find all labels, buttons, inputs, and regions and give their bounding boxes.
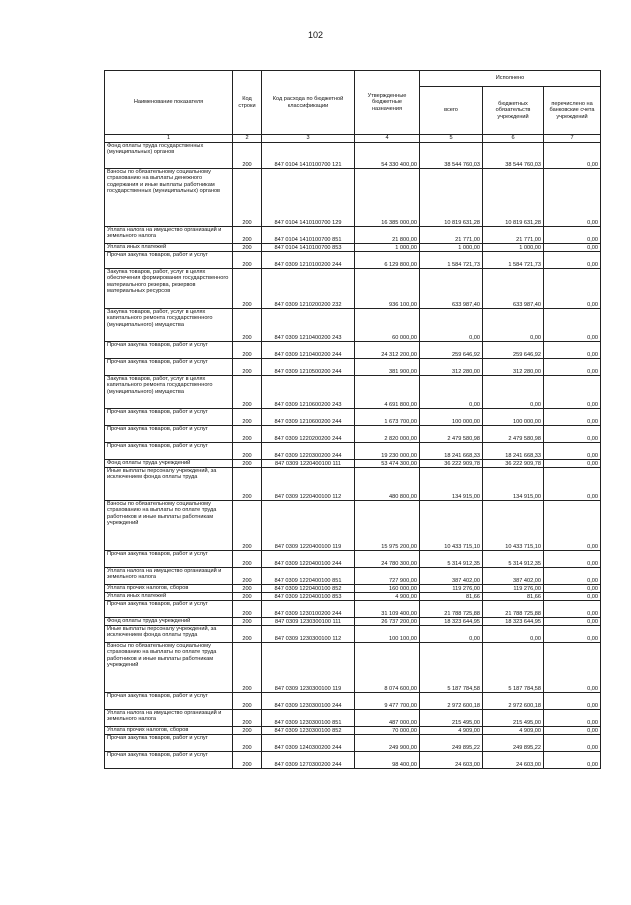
row-budget-code: 847 0309 1210600200 244	[262, 409, 355, 426]
table-row	[105, 227, 601, 244]
row-budget-code: 847 0309 1230300100 851	[262, 710, 355, 727]
row-budget-obligations: 387 402,00	[483, 568, 544, 585]
row-name: Прочая закупка товаров, работ и услуг	[105, 409, 233, 426]
row-executed-total: 387 402,00	[420, 568, 483, 585]
row-name: Прочая закупка товаров, работ и услуг	[105, 752, 233, 769]
row-budget-obligations: 259 646,92	[483, 342, 544, 359]
row-line-code: 200	[233, 460, 262, 468]
row-budget-code: 847 0309 1220400100 852	[262, 585, 355, 593]
row-transferred: 0,00	[544, 244, 601, 252]
row-name: Прочая закупка товаров, работ и услуг	[105, 693, 233, 710]
row-transferred: 0,00	[544, 309, 601, 342]
row-budget-obligations: 0,00	[483, 626, 544, 643]
row-executed-total: 21 771,00	[420, 227, 483, 244]
row-transferred: 0,00	[544, 169, 601, 227]
row-name: Прочая закупка товаров, работ и услуг	[105, 342, 233, 359]
table-row	[105, 376, 601, 409]
row-line-code: 200	[233, 593, 262, 601]
row-name: Прочая закупка товаров, работ и услуг	[105, 252, 233, 269]
row-name: Прочая закупка товаров, работ и услуг	[105, 443, 233, 460]
row-approved: 936 100,00	[355, 269, 420, 309]
row-budget-code: 847 0309 1230100200 244	[262, 601, 355, 618]
row-approved: 24 780 300,00	[355, 551, 420, 568]
table-row	[105, 626, 601, 643]
row-budget-obligations: 5 187 784,58	[483, 643, 544, 693]
row-budget-obligations: 38 544 760,03	[483, 143, 544, 169]
row-line-code: 200	[233, 409, 262, 426]
row-budget-code: 847 0104 1410100700 121	[262, 143, 355, 169]
row-name: Прочая закупка товаров, работ и услуг	[105, 601, 233, 618]
table-row	[105, 143, 601, 169]
row-name: Взносы по обязательному социальному страхованию на выплаты денежного содержания и иные выплаты работникам государственных (муниципальных) органов	[105, 169, 233, 227]
row-approved: 487 000,00	[355, 710, 420, 727]
row-transferred: 0,00	[544, 568, 601, 585]
header-total: всего	[420, 87, 483, 135]
row-approved: 727 900,00	[355, 568, 420, 585]
row-approved: 19 230 000,00	[355, 443, 420, 460]
row-line-code: 200	[233, 601, 262, 618]
row-line-code: 200	[233, 143, 262, 169]
column-number: 7	[544, 135, 601, 143]
column-number: 4	[355, 135, 420, 143]
row-budget-obligations: 10 819 631,28	[483, 169, 544, 227]
row-budget-obligations: 81,66	[483, 593, 544, 601]
page-number: 102	[307, 30, 324, 40]
row-budget-obligations: 18 323 644,95	[483, 618, 544, 626]
row-budget-obligations: 134 915,00	[483, 468, 544, 501]
row-executed-total: 24 603,00	[420, 752, 483, 769]
row-budget-obligations: 0,00	[483, 376, 544, 409]
table-row	[105, 735, 601, 752]
row-executed-total: 1 000,00	[420, 244, 483, 252]
row-budget-code: 847 0309 1210600200 243	[262, 376, 355, 409]
row-budget-code: 847 0309 1220400100 851	[262, 568, 355, 585]
row-name: Фонд оплаты труда учреждений	[105, 460, 233, 468]
row-budget-obligations: 4 909,00	[483, 727, 544, 735]
row-executed-total: 4 909,00	[420, 727, 483, 735]
row-name: Уплата иных платежей	[105, 593, 233, 601]
row-executed-total: 134 915,00	[420, 468, 483, 501]
row-name: Уплата прочих налогов, сборов	[105, 727, 233, 735]
header-budget-obligations: бюджетных обязательств учреждений	[483, 87, 544, 135]
table-row	[105, 443, 601, 460]
row-executed-total: 21 788 725,88	[420, 601, 483, 618]
row-name: Уплата налога на имущество организаций и земельного налога	[105, 227, 233, 244]
row-executed-total: 249 895,22	[420, 735, 483, 752]
row-line-code: 200	[233, 643, 262, 693]
row-transferred: 0,00	[544, 443, 601, 460]
table-row	[105, 693, 601, 710]
row-budget-obligations: 18 241 668,33	[483, 443, 544, 460]
row-line-code: 200	[233, 618, 262, 626]
row-budget-code: 847 0104 1410100700 129	[262, 169, 355, 227]
row-line-code: 200	[233, 752, 262, 769]
row-budget-obligations: 24 603,00	[483, 752, 544, 769]
table-row	[105, 643, 601, 693]
row-line-code: 200	[233, 568, 262, 585]
row-approved: 249 900,00	[355, 735, 420, 752]
row-line-code: 200	[233, 342, 262, 359]
row-line-code: 200	[233, 585, 262, 593]
row-budget-obligations: 1 000,00	[483, 244, 544, 252]
row-line-code: 200	[233, 376, 262, 409]
header-approved: Утвержденные бюджетные назначения	[355, 71, 420, 135]
row-budget-code: 847 0309 1220400100 119	[262, 501, 355, 551]
table-row	[105, 409, 601, 426]
header-line-code: Код строки	[233, 71, 262, 135]
row-name: Уплата налога на имущество организаций и земельного налога	[105, 710, 233, 727]
row-line-code: 200	[233, 426, 262, 443]
row-transferred: 0,00	[544, 460, 601, 468]
row-approved: 2 820 000,00	[355, 426, 420, 443]
row-budget-obligations: 2 972 600,18	[483, 693, 544, 710]
row-executed-total: 2 479 580,98	[420, 426, 483, 443]
row-budget-code: 847 0309 1230300100 119	[262, 643, 355, 693]
row-transferred: 0,00	[544, 601, 601, 618]
row-approved: 4 691 800,00	[355, 376, 420, 409]
row-executed-total: 633 987,40	[420, 269, 483, 309]
table-row	[105, 727, 601, 735]
row-name: Фонд оплаты труда учреждений	[105, 618, 233, 626]
row-executed-total: 5 187 784,58	[420, 643, 483, 693]
row-name: Прочая закупка товаров, работ и услуг	[105, 426, 233, 443]
row-transferred: 0,00	[544, 426, 601, 443]
row-transferred: 0,00	[544, 727, 601, 735]
row-line-code: 200	[233, 443, 262, 460]
row-approved: 53 474 300,00	[355, 460, 420, 468]
row-budget-obligations: 312 280,00	[483, 359, 544, 376]
table-row	[105, 269, 601, 309]
row-budget-code: 847 0309 1220400100 244	[262, 551, 355, 568]
row-budget-code: 847 0309 1220400100 112	[262, 468, 355, 501]
table-row	[105, 710, 601, 727]
table-row	[105, 342, 601, 359]
row-budget-code: 847 0309 1220400100 853	[262, 593, 355, 601]
row-transferred: 0,00	[544, 342, 601, 359]
row-approved: 26 737 200,00	[355, 618, 420, 626]
row-name: Фонд оплаты труда государственных (муниципальных) органов	[105, 143, 233, 169]
row-executed-total: 100 000,00	[420, 409, 483, 426]
row-executed-total: 0,00	[420, 376, 483, 409]
row-approved: 4 900,00	[355, 593, 420, 601]
column-number: 5	[420, 135, 483, 143]
row-transferred: 0,00	[544, 359, 601, 376]
table-row	[105, 551, 601, 568]
row-transferred: 0,00	[544, 143, 601, 169]
row-approved: 21 800,00	[355, 227, 420, 244]
row-budget-obligations: 249 895,22	[483, 735, 544, 752]
row-name: Взносы по обязательному социальному страхованию на выплаты по оплате труда работников и иные выплаты работникам учреждений	[105, 501, 233, 551]
row-executed-total: 1 584 721,73	[420, 252, 483, 269]
table-row	[105, 501, 601, 551]
row-budget-obligations: 5 314 912,35	[483, 551, 544, 568]
row-name: Уплата налога на имущество организаций и земельного налога	[105, 568, 233, 585]
column-number: 1	[105, 135, 233, 143]
row-budget-obligations: 10 433 715,10	[483, 501, 544, 551]
row-budget-code: 847 0309 1240300200 244	[262, 735, 355, 752]
row-approved: 160 000,00	[355, 585, 420, 593]
row-approved: 480 800,00	[355, 468, 420, 501]
row-line-code: 200	[233, 227, 262, 244]
row-transferred: 0,00	[544, 693, 601, 710]
row-executed-total: 0,00	[420, 309, 483, 342]
row-line-code: 200	[233, 468, 262, 501]
row-budget-obligations: 0,00	[483, 309, 544, 342]
row-transferred: 0,00	[544, 710, 601, 727]
row-approved: 1 000,00	[355, 244, 420, 252]
table-row	[105, 601, 601, 618]
row-approved: 8 074 600,00	[355, 643, 420, 693]
row-executed-total: 10 433 715,10	[420, 501, 483, 551]
row-line-code: 200	[233, 693, 262, 710]
row-budget-obligations: 2 479 580,98	[483, 426, 544, 443]
row-budget-code: 847 0309 1210500200 244	[262, 359, 355, 376]
row-name: Прочая закупка товаров, работ и услуг	[105, 735, 233, 752]
row-line-code: 200	[233, 252, 262, 269]
row-approved: 70 000,00	[355, 727, 420, 735]
table-row	[105, 252, 601, 269]
row-transferred: 0,00	[544, 551, 601, 568]
row-line-code: 200	[233, 169, 262, 227]
row-budget-obligations: 21 771,00	[483, 227, 544, 244]
row-executed-total: 18 323 644,95	[420, 618, 483, 626]
row-budget-code: 847 0309 1230300100 111	[262, 618, 355, 626]
row-budget-code: 847 0309 1210400200 244	[262, 342, 355, 359]
row-approved: 6 129 800,00	[355, 252, 420, 269]
row-budget-code: 847 0104 1410100700 853	[262, 244, 355, 252]
header-name: Наименование показателя	[105, 71, 233, 135]
row-line-code: 200	[233, 359, 262, 376]
row-line-code: 200	[233, 551, 262, 568]
row-approved: 381 900,00	[355, 359, 420, 376]
table-row	[105, 585, 601, 593]
row-budget-obligations: 119 276,00	[483, 585, 544, 593]
row-executed-total: 0,00	[420, 626, 483, 643]
row-budget-code: 847 0309 1210100200 244	[262, 252, 355, 269]
row-line-code: 200	[233, 269, 262, 309]
header-transferred: перечислено на банковские счета учреждений	[544, 87, 601, 135]
row-transferred: 0,00	[544, 735, 601, 752]
row-line-code: 200	[233, 626, 262, 643]
row-approved: 100 100,00	[355, 626, 420, 643]
row-transferred: 0,00	[544, 269, 601, 309]
row-approved: 60 000,00	[355, 309, 420, 342]
row-budget-code: 847 0309 1220400100 111	[262, 460, 355, 468]
row-approved: 1 673 700,00	[355, 409, 420, 426]
row-executed-total: 36 222 909,78	[420, 460, 483, 468]
row-approved: 54 330 400,00	[355, 143, 420, 169]
row-executed-total: 81,66	[420, 593, 483, 601]
table-row	[105, 568, 601, 585]
row-transferred: 0,00	[544, 376, 601, 409]
budget-execution-table	[104, 70, 601, 769]
row-approved: 24 312 200,00	[355, 342, 420, 359]
row-transferred: 0,00	[544, 593, 601, 601]
table-row	[105, 169, 601, 227]
column-number: 3	[262, 135, 355, 143]
table-row	[105, 426, 601, 443]
row-budget-code: 847 0309 1230300100 852	[262, 727, 355, 735]
header-budget-code: Код расхода по бюджетной классификации	[262, 71, 355, 135]
row-executed-total: 2 972 600,18	[420, 693, 483, 710]
row-executed-total: 119 276,00	[420, 585, 483, 593]
row-name: Взносы по обязательному социальному страхованию на выплаты по оплате труда работников и иные выплаты работникам учреждений	[105, 643, 233, 693]
row-budget-obligations: 215 495,00	[483, 710, 544, 727]
row-transferred: 0,00	[544, 227, 601, 244]
row-name: Иные выплаты персоналу учреждений, за исключением фонда оплаты труда	[105, 626, 233, 643]
row-budget-code: 847 0309 1220300200 244	[262, 443, 355, 460]
row-name: Уплата иных платежей	[105, 244, 233, 252]
row-transferred: 0,00	[544, 752, 601, 769]
row-executed-total: 10 819 631,28	[420, 169, 483, 227]
table-row	[105, 309, 601, 342]
row-budget-code: 847 0309 1210400200 243	[262, 309, 355, 342]
table-row	[105, 244, 601, 252]
row-transferred: 0,00	[544, 585, 601, 593]
row-approved: 31 109 400,00	[355, 601, 420, 618]
row-executed-total: 38 544 760,03	[420, 143, 483, 169]
row-executed-total: 215 495,00	[420, 710, 483, 727]
row-budget-code: 847 0309 1220200200 244	[262, 426, 355, 443]
row-approved: 9 477 700,00	[355, 693, 420, 710]
table-row	[105, 752, 601, 769]
column-number: 6	[483, 135, 544, 143]
row-executed-total: 18 241 668,33	[420, 443, 483, 460]
row-name: Закупка товаров, работ, услуг в целях обеспечения формирования государственного материального резерва, резервов материальных ресурсов	[105, 269, 233, 309]
row-budget-code: 847 0309 1230300100 244	[262, 693, 355, 710]
row-name: Закупка товаров, работ, услуг в целях капитального ремонта государственного (муниципального) имущества	[105, 309, 233, 342]
row-line-code: 200	[233, 735, 262, 752]
row-transferred: 0,00	[544, 643, 601, 693]
row-budget-code: 847 0309 1230300100 112	[262, 626, 355, 643]
row-budget-obligations: 21 788 725,88	[483, 601, 544, 618]
table-row	[105, 618, 601, 626]
table-row	[105, 593, 601, 601]
table-row	[105, 468, 601, 501]
row-name: Иные выплаты персоналу учреждений, за исключением фонда оплаты труда	[105, 468, 233, 501]
row-name: Прочая закупка товаров, работ и услуг	[105, 551, 233, 568]
row-name: Уплата прочих налогов, сборов	[105, 585, 233, 593]
row-budget-obligations: 36 222 909,78	[483, 460, 544, 468]
row-transferred: 0,00	[544, 618, 601, 626]
table-row	[105, 460, 601, 468]
column-number: 2	[233, 135, 262, 143]
row-transferred: 0,00	[544, 626, 601, 643]
row-executed-total: 312 280,00	[420, 359, 483, 376]
row-name: Закупка товаров, работ, услуг в целях капитального ремонта государственного (муниципального) имущества	[105, 376, 233, 409]
row-budget-obligations: 100 000,00	[483, 409, 544, 426]
row-budget-obligations: 1 584 721,73	[483, 252, 544, 269]
row-approved: 16 385 000,00	[355, 169, 420, 227]
row-line-code: 200	[233, 244, 262, 252]
row-approved: 15 975 200,00	[355, 501, 420, 551]
row-line-code: 200	[233, 710, 262, 727]
row-budget-obligations: 633 987,40	[483, 269, 544, 309]
row-line-code: 200	[233, 727, 262, 735]
row-budget-code: 847 0104 1410100700 851	[262, 227, 355, 244]
row-transferred: 0,00	[544, 501, 601, 551]
row-transferred: 0,00	[544, 252, 601, 269]
row-name: Прочая закупка товаров, работ и услуг	[105, 359, 233, 376]
row-transferred: 0,00	[544, 468, 601, 501]
row-line-code: 200	[233, 501, 262, 551]
row-budget-code: 847 0309 1270300200 244	[262, 752, 355, 769]
row-budget-code: 847 0309 1210200200 232	[262, 269, 355, 309]
row-line-code: 200	[233, 309, 262, 342]
row-executed-total: 259 646,92	[420, 342, 483, 359]
row-executed-total: 5 314 912,35	[420, 551, 483, 568]
header-executed: Исполнено	[420, 71, 601, 87]
row-transferred: 0,00	[544, 409, 601, 426]
row-approved: 98 400,00	[355, 752, 420, 769]
table-row	[105, 359, 601, 376]
